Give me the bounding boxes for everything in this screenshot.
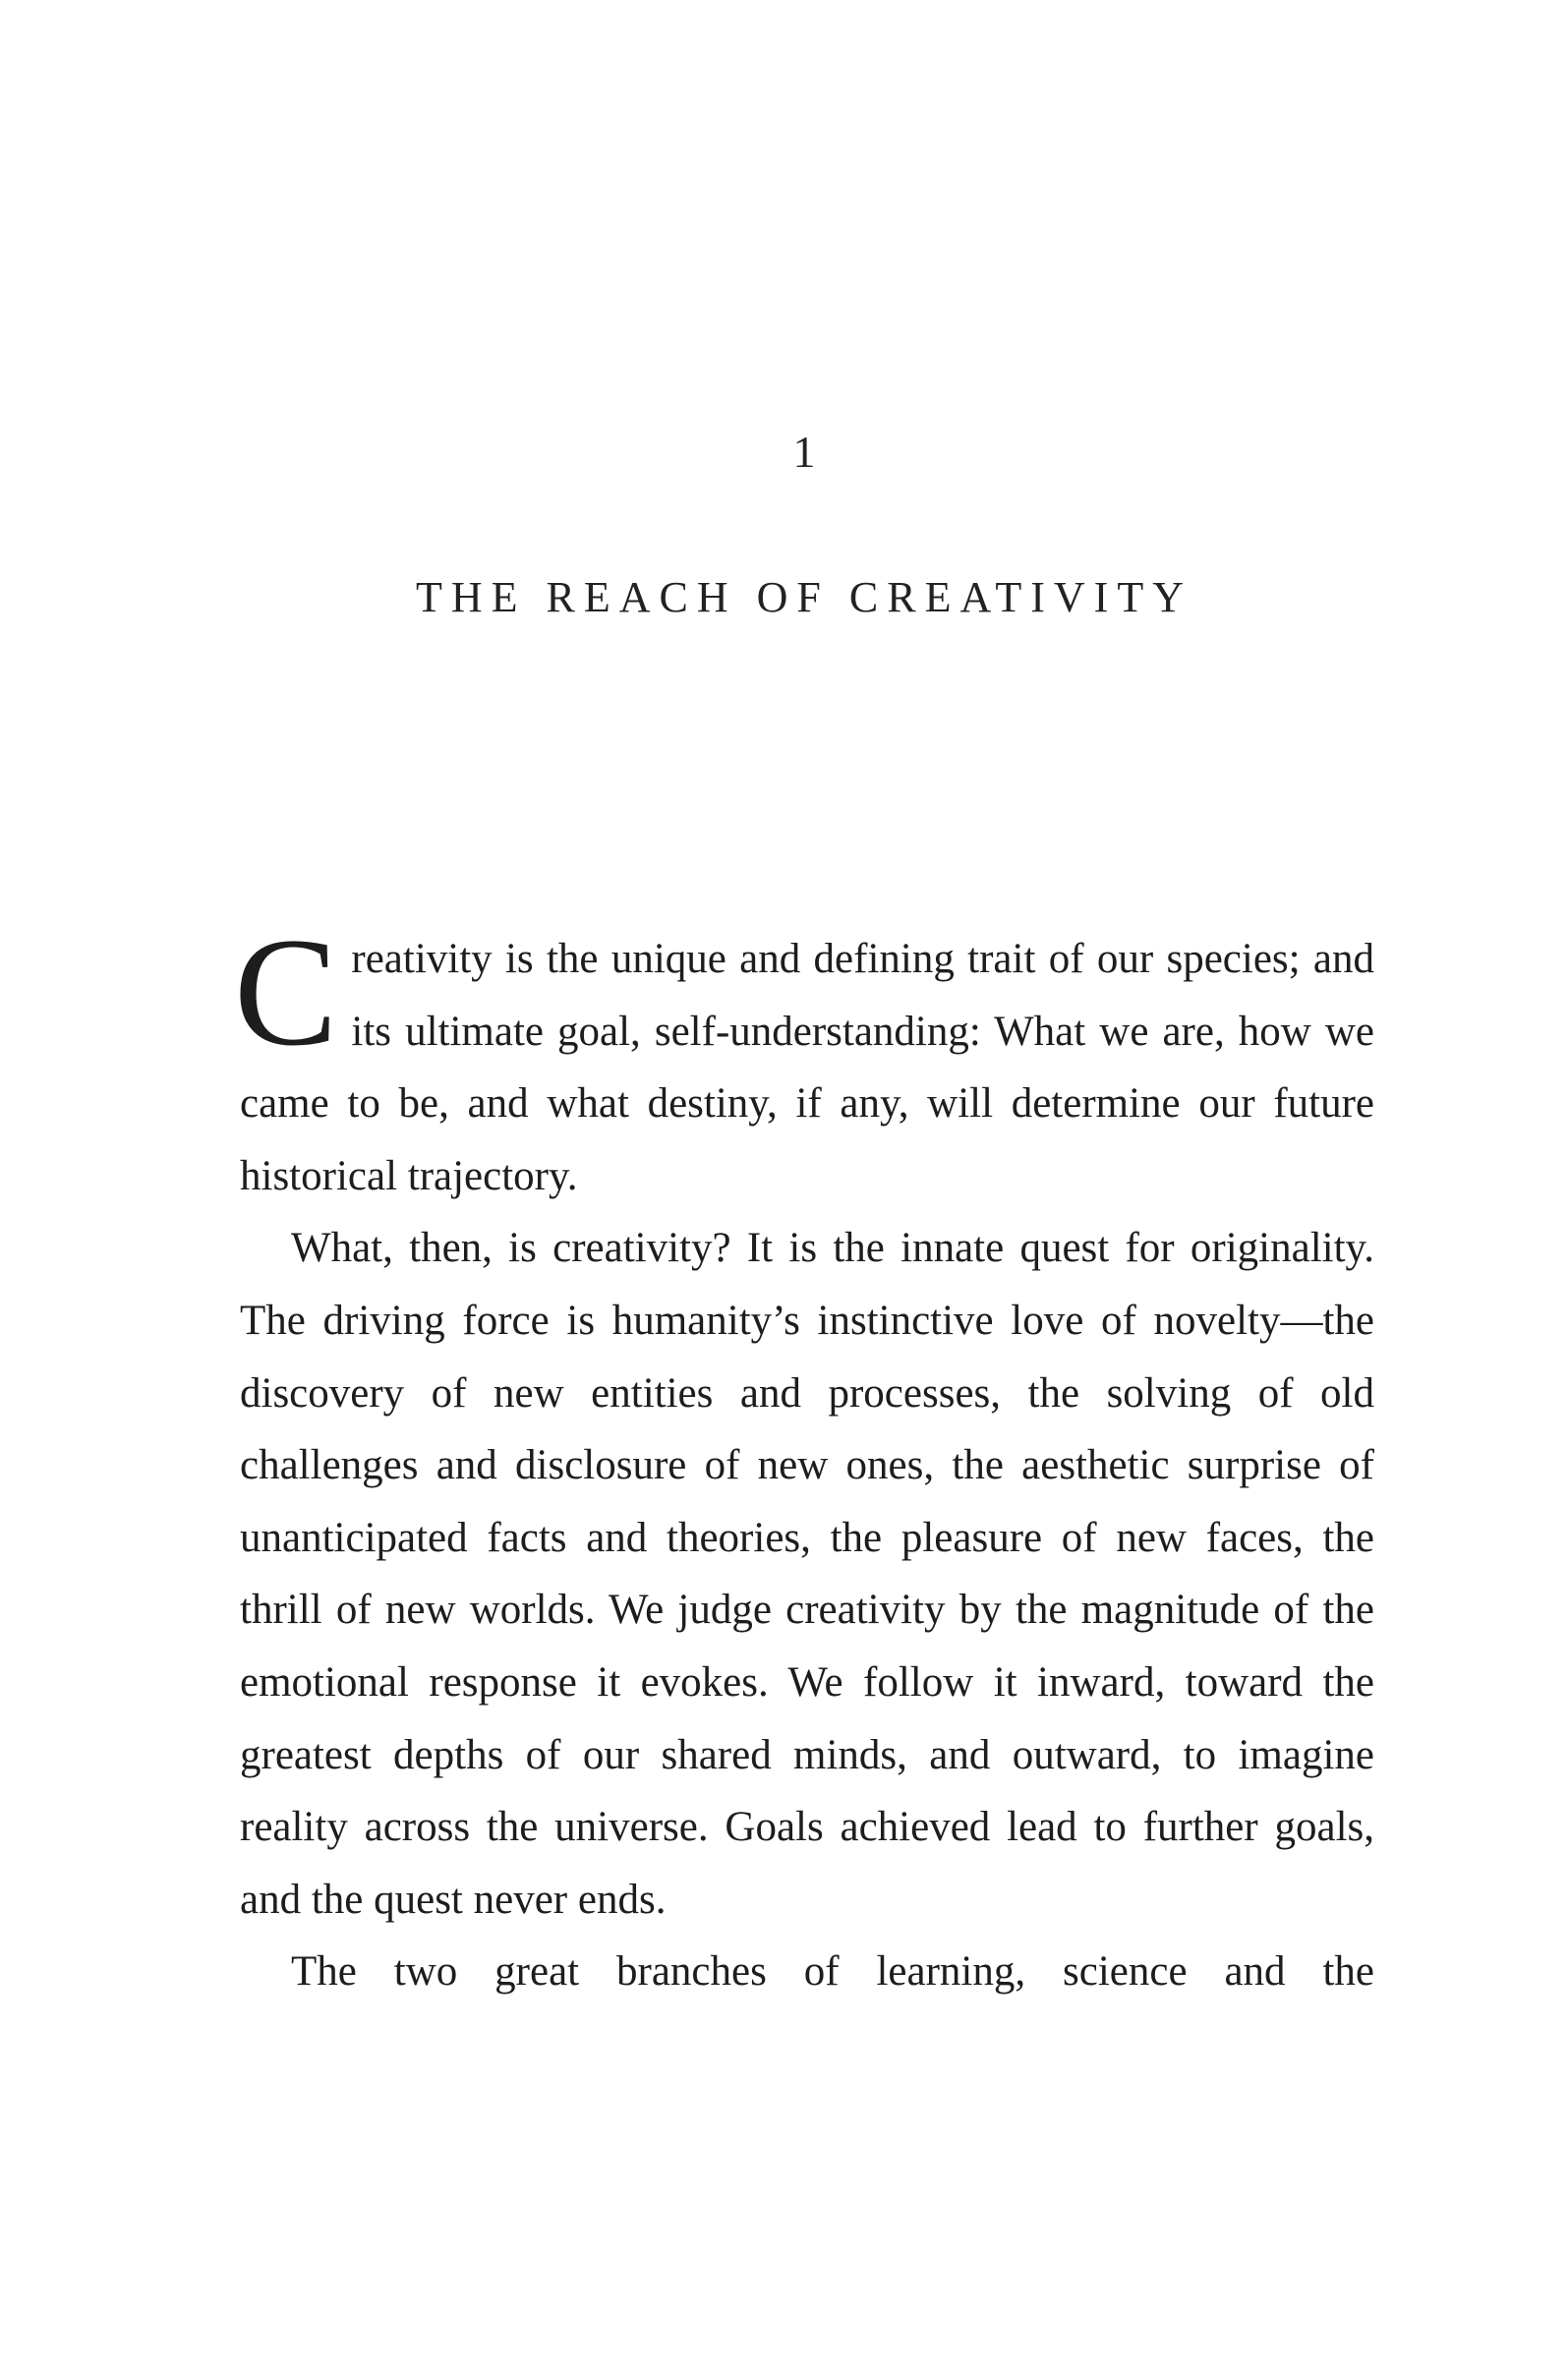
paragraph-3: The two great branches of learning, science and the bbox=[291, 1948, 1374, 1996]
chapter-body bbox=[234, 906, 1374, 2008]
chapter-number: 1 bbox=[792, 427, 816, 477]
paragraph-1-text: reativity is the unique and defining trait of our species; and its ultimate goal, self-understanding: What we are, how we came to be, and what destiny, if any, will determine our future historical trajectory. bbox=[240, 936, 1374, 1199]
paragraph-2: What, then, is creativity? It is the innate quest for originality. The driving force is humanity’s instinctive love of novelty—the discovery of new entities and processes, the solving of old challenges and disclosure of new ones, the aesthetic surprise of unanticipated facts and theories, the pleasure of new faces, the thrill of new worlds. We judge creativity by the magnitude of the emotional response it evokes. We follow it inward, toward the greatest depths of our shared minds, and outward, to imagine reality across the universe. Goals achieved lead to further goals, and the quest never ends. bbox=[240, 1225, 1374, 1923]
chapter-title: THE REACH OF CREATIVITY bbox=[416, 573, 1192, 621]
paragraph-1 bbox=[234, 906, 1374, 1212]
drop-cap: C bbox=[234, 906, 338, 1078]
